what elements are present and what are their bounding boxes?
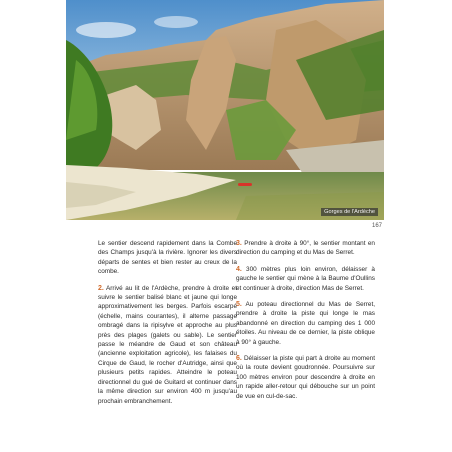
paragraph-step-5: 5. Au poteau directionnel du Mas de Serret, prendre à droite la piste qui longe le mas abandonné en direction du camping des 1 000 étoiles. Au niveau de ce dernier, la piste oblique à 90° à gauche. [236, 301, 375, 346]
right-column [236, 239, 375, 408]
step-number: 5. [236, 301, 242, 309]
step-number: 6. [236, 355, 242, 363]
paragraph-step-3: 3. Prendre à droite à 90°, le sentier montant en direction du camping et du Mas de Serret. [236, 240, 375, 257]
gorge-photo [66, 0, 384, 220]
left-column [98, 239, 237, 413]
landscape-illustration [66, 0, 384, 220]
paragraph: Le sentier descend rapidement dans la Combe des Champs jusqu'à la rivière. Ignorer les divers départs de sentes et bien rester au creux de la combe. [98, 240, 237, 276]
page-number: 167 [371, 223, 382, 229]
step-number: 3. [236, 240, 242, 247]
step-number: 2. [98, 284, 104, 292]
canoe [238, 183, 252, 186]
paragraph-step-6: 6. Délaisser la piste qui part à droite au moment où la route devient goudronnée. Poursuivre sur 100 mètres environ pour descendre à droite en un rapide aller-retour qui débouche sur un point de vue en cul-de-sac. [236, 355, 375, 400]
step-number: 4. [236, 265, 242, 273]
paragraph-step-4: 4. 300 mètres plus loin environ, délaisser à gauche le sentier qui mène à la Baume d'Oullins et continuer à droite, direction Mas de Serret. [236, 265, 375, 292]
paragraph-step-2: 2. Arrivé au lit de l'Ardèche, prendre à droite et suivre le sentier balisé blanc et jaune qui longe approximativement les berges. Parfois escarpé (échelle, mains courantes), il alterne passage ombragé dans la ripisylve et approche au plus près des plages (galets ou sable). Le sentier passe le méandre de Gaud et son château (ancienne exploitation agricole), les falaises du Cirque de Gaud, le rocher d'Autridge, ainsi que plusieurs petits rapides. Atteindre le poteau directionnel du gué de Guitard et continuer dans la même direction sur environ 400 m jusqu'au prochain embranchement. [98, 284, 237, 405]
photo-caption: Gorges de l'Ardèche [321, 208, 378, 216]
